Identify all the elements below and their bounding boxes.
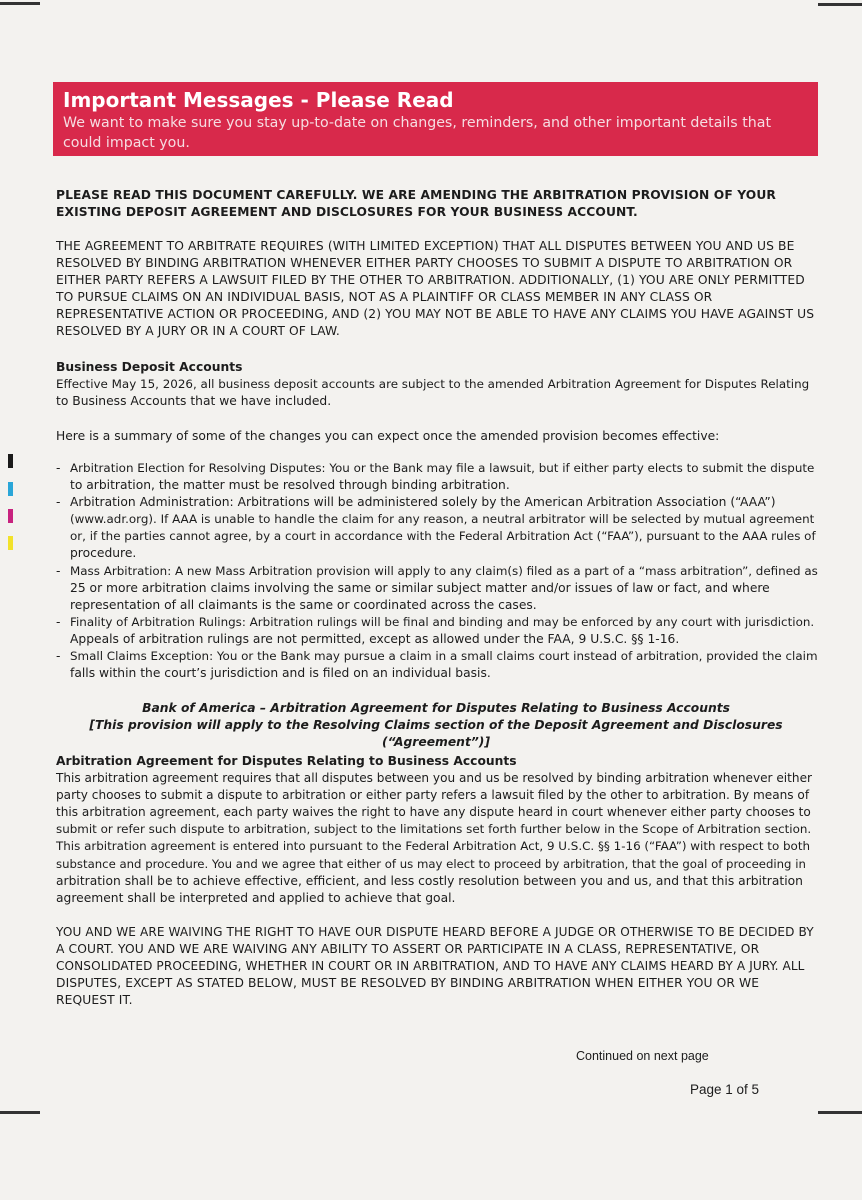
notice-paragraph [56, 187, 816, 221]
text-line: procedure. [70, 546, 137, 561]
important-messages-banner [53, 82, 818, 156]
text-line: YOU AND WE ARE WAIVING THE RIGHT TO HAVE OUR DISPUTE HEARD BEFORE A JUDGE OR OTHERWISE TO BE DECIDED BY [56, 925, 814, 939]
text-line: Here is a summary of some of the changes you can expect once the amended provision becomes effective: [56, 429, 720, 443]
registration-mark-magenta [8, 509, 13, 523]
page-number: Page 1 of 5 [690, 1082, 760, 1097]
list-item [56, 563, 826, 614]
text-line: arbitration shall be to achieve effective, efficient, and less costly resolution between you and us, and that this arbitration [56, 873, 803, 888]
text-line: REPRESENTATIVE ACTION OR PROCEEDING, AND (2) YOU MAY NOT BE ABLE TO HAVE ANY CLAIMS YOU HAVE AGAINST US [56, 307, 815, 322]
list-item [56, 494, 826, 562]
section-heading: Arbitration Agreement for Disputes Relating to Business Accounts [56, 754, 517, 768]
text-line: DISPUTES, EXCEPT AS STATED BELOW, MUST BE RESOLVED BY BINDING ARBITRATION WHEN EITHER YOU OR WE [56, 976, 760, 991]
text-line: PLEASE READ THIS DOCUMENT CAREFULLY. WE ARE AMENDING THE ARBITRATION PROVISION OF YOUR [56, 188, 776, 202]
text-line: Arbitration Administration: Arbitrations will be administered solely by the American Arbitration Association (“AAA”) [70, 495, 776, 510]
scan-edge-mark [0, 1111, 40, 1114]
text-line: to Business Accounts that we have included. [56, 394, 332, 409]
text-line: agreement shall be interpreted and applied to achieve that goal. [56, 890, 456, 905]
business-deposit-section [56, 359, 816, 410]
text-line: (www.adr.org). If AAA is unable to handle the claim for any reason, a neutral arbitrator will be selected by mutual agreement [70, 512, 815, 527]
banner-subtitle-line: We want to make sure you stay up-to-date on changes, reminders, and other important details that [63, 115, 772, 131]
registration-mark-cyan [8, 482, 13, 496]
text-line: to arbitration, the matter must be resolved through binding arbitration. [70, 478, 510, 493]
provision-title: Bank of America – Arbitration Agreement for Disputes Relating to Business Accounts [142, 701, 730, 715]
registration-mark-black [8, 454, 13, 468]
provision-subtitle: [This provision will apply to the Resolving Claims section of the Deposit Agreement and Disclosures (“Agreement”)] [89, 718, 783, 750]
text-line: Arbitration Election for Resolving Disputes: You or the Bank may file a lawsuit, but if either party elects to submit the dispute [70, 461, 815, 475]
text-line: 25 or more arbitration claims involving the same or similar subject matter and/or issues of law or fact, and where [70, 580, 770, 595]
summary-intro [56, 428, 816, 445]
text-line: CONSOLIDATED PROCEEDING, WHETHER IN COURT OR IN ARBITRATION, AND TO HAVE ANY CLAIMS HEARD BY A JURY. ALL [56, 959, 805, 974]
text-line: or, if the parties cannot agree, by a court in accordance with the Federal Arbitration Act (“FAA”), pursuant to the AAA rules of [70, 529, 816, 544]
continued-note: Continued on next page [576, 1049, 709, 1063]
registration-mark-yellow [8, 536, 13, 550]
waiver-paragraph [56, 924, 816, 1009]
text-line: RESOLVED BY A JURY OR IN A COURT OF LAW. [56, 324, 340, 339]
text-line: this arbitration agreement, each party waives the right to have any dispute heard in court whenever either party chooses to [56, 805, 811, 820]
banner-subtitle-line: could impact you. [63, 135, 190, 151]
text-line: representation of all claimants is the same or coordinated across the cases. [70, 597, 537, 612]
list-item [56, 648, 826, 682]
section-heading: Business Deposit Accounts [56, 360, 243, 374]
text-line: THE AGREEMENT TO ARBITRATE REQUIRES (WITH LIMITED EXCEPTION) THAT ALL DISPUTES BETWEEN YOU AND US BE [56, 239, 795, 253]
text-line: Mass Arbitration: A new Mass Arbitration provision will apply to any claim(s) filed as a part of a “mass arbitration”, defined as [70, 563, 818, 578]
bullet-dash: - [56, 563, 61, 578]
bullet-dash: - [56, 649, 61, 664]
text-line: substance and procedure. You and we agree that either of us may elect to proceed by arbitration, that the goal of proceeding in [56, 856, 806, 871]
text-line: Small Claims Exception: You or the Bank may pursue a claim in a small claims court instead of arbitration, provided the claim [70, 649, 818, 664]
changes-list [56, 460, 826, 682]
bullet-dash: - [56, 461, 61, 475]
text-line: party chooses to submit a dispute to arbitration or either party refers a lawsuit filed by the other to arbitration. By means of [56, 788, 810, 803]
list-item [56, 460, 826, 494]
text-line: REQUEST IT. [56, 993, 133, 1008]
banner-title: Important Messages - Please Read [63, 88, 454, 112]
scan-edge-mark [0, 2, 40, 5]
text-line: TO PURSUE CLAIMS ON AN INDIVIDUAL BASIS, NOT AS A PLAINTIFF OR CLASS MEMBER IN ANY CLASS OR [56, 290, 713, 305]
bullet-dash: - [56, 614, 61, 629]
text-line: Finality of Arbitration Rulings: Arbitration rulings will be final and binding and may be enforced by any court with jurisdiction. [70, 614, 815, 629]
bullet-dash: - [56, 495, 61, 510]
scan-edge-mark [818, 3, 862, 6]
text-line: Appeals of arbitration rulings are not permitted, except as allowed under the FAA, 9 U.S.C. §§ 1-16. [70, 631, 680, 646]
list-item [56, 614, 826, 648]
text-line: RESOLVED BY BINDING ARBITRATION WHENEVER EITHER PARTY CHOOSES TO SUBMIT A DISPUTE TO ARBITRATION OR [56, 256, 793, 271]
text-line: submit or refer such dispute to arbitration, subject to the limitations set forth further below in the Scope of Arbitration section. [56, 822, 812, 837]
text-line: Effective May 15, 2026, all business deposit accounts are subject to the amended Arbitration Agreement for Disputes Relating [56, 377, 810, 392]
text-line: A COURT. YOU AND WE ARE WAIVING ANY ABILITY TO ASSERT OR PARTICIPATE IN A CLASS, REPRESENTATIVE, OR [56, 942, 760, 957]
arbitration-agreement-section [56, 753, 816, 907]
text-line: EITHER PARTY REFERS A LAWSUIT FILED BY THE OTHER TO ARBITRATION. ADDITIONALLY, (1) YOU ARE ONLY PERMITTED [56, 273, 805, 288]
text-line: EXISTING DEPOSIT AGREEMENT AND DISCLOSURES FOR YOUR BUSINESS ACCOUNT. [56, 205, 638, 220]
scan-edge-mark [818, 1111, 862, 1114]
agreement-paragraph [56, 238, 816, 341]
text-line: This arbitration agreement is entered into pursuant to the Federal Arbitration Act, 9 U.S.C. §§ 1-16 (“FAA”) with respect to both [56, 839, 811, 854]
text-line: falls within the court’s jurisdiction and is filed on an individual basis. [70, 666, 491, 681]
text-line: This arbitration agreement requires that all disputes between you and us be resolved by binding arbitration whenever either [56, 771, 812, 786]
